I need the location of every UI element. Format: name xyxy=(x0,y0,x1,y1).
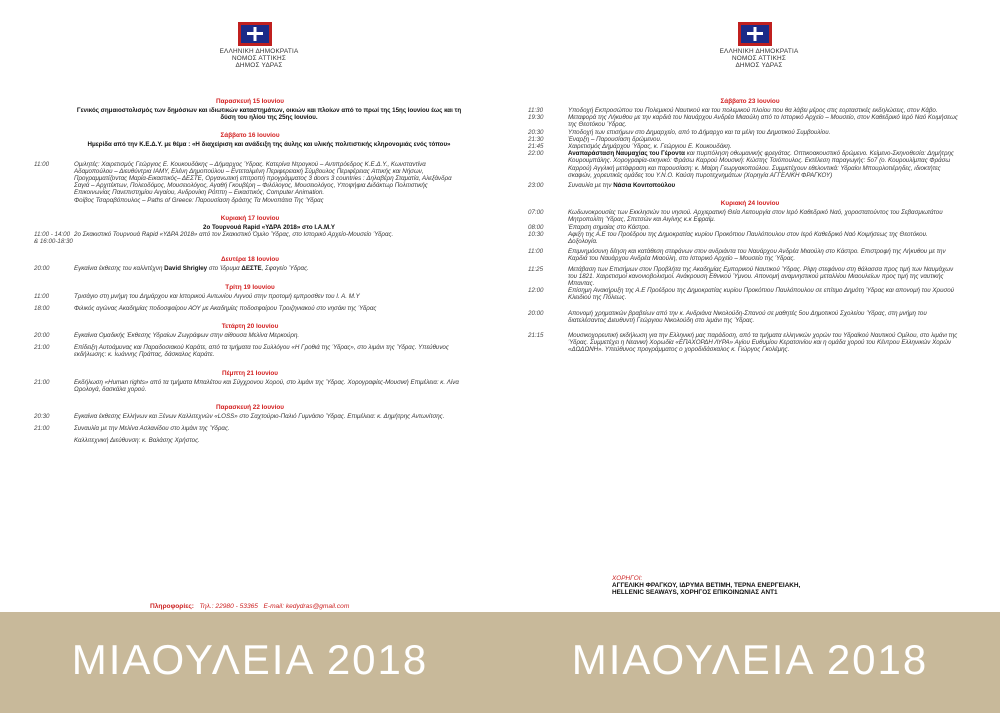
program-left xyxy=(0,97,500,445)
day-title: Παρασκευή 22 Ιουνίου xyxy=(215,404,285,412)
event-text: Αναπαράσταση Ναυμαχίας του Γέροντα και πυρπόληση οθωμανικής φρεγάτας. Οπτικοακουστικό δρώμενο. Κείμενο-Σκηνοθεσία: Δημήτρης Κουρουμπάλης. Χορογραφία-σκηνικό: Φράσω Καρρού Μουσική: Κώστης Τσιόπουλος. Εκτέλεση παραγωγής: 5o7 (ο. Κουρουλίμπας Φράσω Καρρού) Αγγλική μετάφραση και παρουσίαση: κ. Μαίρη Γεωργακοπούλου. Συμμετέχουν εθελοντικά: Υδραίοι Μπουρλοτιέρηδες, ιδιοκτήτες σκαφών, χορευτικές ομάδες του Υ.Ν.Ο. Καύση πυροτεχνημάτων (Χορηγία ΑΓΓΕΛΙΚΗ ΦΡΑΓΚΟΥ) xyxy=(568,150,954,179)
info-tel: Τηλ.: 22980 - 53365 xyxy=(199,603,258,610)
header-line-1: ΕΛΛΗΝΙΚΗ ΔΗΜΟΚΡΑΤΙΑ xyxy=(719,48,799,55)
event-time: 07:00 xyxy=(528,209,544,217)
program-right xyxy=(500,97,1000,354)
right-page xyxy=(500,0,1000,713)
greek-emblem-icon xyxy=(238,22,272,46)
event-time: 20:00 xyxy=(34,265,50,273)
day-title: Κυριακή 17 Ιουνίου xyxy=(220,214,280,222)
event-text: Κωδωνοκρουσίες των Εκκλησιών του νησιού. Αρχιερατική Θεία Λειτουργία στον Ιερό Καθεδρικό Ναό, χοροστατούντος του Σεβασμιωτάτου Μητροπολίτη Ύδρας, Σπετσών και Αιγίνης κ.κ Εφραίμ. xyxy=(568,209,943,224)
event-time: 21:00 xyxy=(34,378,50,386)
header-line-3: ΔΗΜΟΣ ΥΔΡΑΣ xyxy=(735,62,783,69)
event-text: Μεταφορά της Λήκυθου με την καρδιά του Ναυάρχου Ανδρέα Μιαούλη από το Ιστορικό Αρχείο – Μουσείο, στον Καθεδρικό Ιερό Ναό Κοιμήσεως της Θεοτόκου Ύδρας. xyxy=(568,114,958,129)
event-time: 10:30 xyxy=(528,230,544,238)
event-time: 21:45 xyxy=(528,143,544,151)
day-title: Παρασκευή 15 Ιουνίου xyxy=(215,98,285,105)
header xyxy=(199,48,319,69)
event-text: Συναυλία με την Μελίνα Ασλανίδου στο λιμάνι της Ύδρας. xyxy=(74,425,230,433)
event-time: 11:00 xyxy=(34,292,50,300)
header-line-1: ΕΛΛΗΝΙΚΗ ΔΗΜΟΚΡΑΤΙΑ xyxy=(219,48,299,55)
header-line-3: ΔΗΜΟΣ ΥΔΡΑΣ xyxy=(235,62,283,69)
event-text: Επίδειξη Αυτοάμυνας και Παραδοσιακού Καράτε, από τα τμήματα του Συλλόγου «Η Γροθιά της Ύδρας», στο λιμάνι της Ύδρας. Υπεύθυνος εκδήλωσης: κ. Ιωάννης Πράπας, δάσκαλος Καράτε. xyxy=(74,344,449,359)
event-text: Εγκαίνια Ομαδικής Έκθεσης Υδραίων Ζωγράφων στην αίθουσα Μελίνα Μερκούρη. xyxy=(74,332,300,340)
event-text: Μετάβαση των Επισήμων στον Προβλήτα της Ακαδημίας Εμπορικού Ναυτικού Ύδρας. Ρίψη στεφάνου στη θάλασσα προς τιμή των Ναυμάχων του 1821. Χαιρετισμοί κανονιοβολισμοί. Ανάκρουση Εθνικού Ύμνου. Απονομή αναμνηστικού μεταλλίου Μιαουλείων προς τιμή της ναυτικής Μπαντας. xyxy=(568,265,954,288)
sponsors xyxy=(612,575,800,597)
event-text: Απονομή χρηματικών βραβείων από την κ. Ανδριάνα Νικολούδη-Σπανού σε μαθητές 5ου Δημοτικού Σχολείου Ύδρας, στη μνήμη του διατελέσαντος Διευθυντή Γεώργιου Νικολούδη στο λιμάνι της Ύδρας. xyxy=(568,309,927,324)
info-label: Πληροφορίες: xyxy=(150,603,194,610)
event-time: 20:00 xyxy=(528,309,544,317)
event-text: Εγκαίνια έκθεσης του καλλιτέχνη David Shrigley στο Ίδρυμα ΔΕΣΤΕ, Σφαγείο Ύδρας. xyxy=(74,265,309,273)
event-time: 21:15 xyxy=(528,332,544,340)
event-time: 11:00 - 14:00 & 16:00-18:30 xyxy=(34,231,73,246)
day-title: Σάββατο 23 Ιουνίου xyxy=(720,98,780,105)
event-text: 2ο Τουρνουά Rapid «ΥΔΡΑ 2018» στο Ι.Α.Μ.Υ xyxy=(203,223,335,231)
event-text: Συναυλία με την Νάσια Κονιτοπούλου xyxy=(568,182,676,190)
event-text: Καλλιτεχνική Διεύθυνση: κ. Βαλάσης Χρήστος. xyxy=(74,437,200,445)
event-text: Υποδοχή Εκπροσώπου του Πολεμικού Ναυτικού και του πολεμικού πλοίου που θα λάβει μέρος στις εορταστικές εκδηλώσεις, στον Κάβο. xyxy=(568,107,938,114)
event-time: 20:00 xyxy=(34,332,50,340)
event-text: 2ο Σκακιστικό Τουρνουά Rapid «ΥΔΡΑ 2018» από τον Σκακιστικό Όμιλο Ύδρας, στο Ιστορικό Αρχείο-Μουσείο Ύδρας. xyxy=(74,231,394,239)
event-time: 11:25 xyxy=(528,265,544,273)
event-text: Επιμνημόσυνη δέηση και κατάθεση στεφάνων στον ανδριάντα του Ναυάρχου Ανδρέα Μιαούλη στο Κάστρο. Επιστροφή της Λήκυθου με την Καρδιά του Ναυάρχου Ανδρέα Μιαούλη, στο Ιστορικό Αρχείο – Μουσείο της Ύδρας. xyxy=(568,248,946,263)
event-text: Αφιξη της Α.Ε του Προέδρου της Δημοκρατίας κυρίου Προκόπιου Παυλόπουλου στον Ιερό Καθεδρικό Ναό Κοιμήσεως της Θεοτόκου. Δοξολογία. xyxy=(568,230,928,246)
header-line-2: ΝΟΜΟΣ ΑΤΤΙΚΗΣ xyxy=(731,55,787,62)
day-title: Τρίτη 19 Ιουνίου xyxy=(225,283,275,291)
event-time: 21:00 xyxy=(34,344,50,352)
day-title: Τετάρτη 20 Ιουνίου xyxy=(221,323,279,331)
header xyxy=(699,48,819,69)
event-text: Εγκαίνια έκθεσης Ελλήνων και Ξένων Καλλιτεχνών «LOSS» στο Σαχτούριο-Παλιό Γυμνάσιο Ύδρας. Επιμέλεια: κ. Δημήτρης Αντωνίτσης. xyxy=(74,413,445,421)
day-title: Κυριακή 24 Ιουνίου xyxy=(720,200,780,208)
event-text: Έπαρση σημαίας στο Κάστρο. xyxy=(568,223,651,231)
event-time: 12:00 xyxy=(528,287,544,295)
event-time: 18:00 xyxy=(34,304,50,312)
contact-info xyxy=(150,603,349,610)
event-text: Έναρξη – Παρουσίαση δρώμενου. xyxy=(568,135,662,143)
event-time: 11:00 xyxy=(34,160,50,168)
event-text: Ημερίδα από την Κ.Ε.Δ.Υ. με θέμα : «Η διαχείριση και ανάδειξη της άυλης και υλικής πολιτιστικής κληρονομιάς ενός τόπου» xyxy=(87,141,451,149)
event-text: Φιλικός αγώνας Ακαδημίας ποδοσφαίρου ΑΟΥ με Ακαδημίες ποδοσφαίρου Τροιζηνιακού στο νησάκι της Ύδρας xyxy=(74,304,377,312)
event-time: 22:00 xyxy=(528,150,544,158)
event-time: 21:30 xyxy=(528,135,544,143)
event-text: Ομιλητές: Χαιρετισμός Γεώργιος Ε. Κουκουδάκης – Δήμαρχος Ύδρας. Κατερίνα Ντρογκού – Αντιπρόεδρος Κ.Ε.Δ.Υ., Κωνσταντίνα Αδαμοπούλου – Διευθύντρια ΙΑΜΥ, Ελένη Δημοπούλου – Εντεταλμένη Περιφερειακή Σύμβουλος Περιφέρειας Αττικής και Νήσων, Προγραμματίζοντας Μαρία-Εικαστικός– ΔΕΣΤΕ, Οργανωτική επιτροπή προγράμματος 3 doors 3 countries : Δηλαβέρη Σταματία, Αλεξάνδρα Σαγιά – Αρχιτέκτων, Πολεοδόμος, Μουσειολόγος, Αγαθή Γκουβέρη – Φιλόλογος, Μουσειολόγος, Υποψήφια Διδάκτωρ Πολιτιστικής Επικοινωνίας Πανεπιστημίου Αιγαίου, Ανδρονίκη Ρόππη – Εικαστικός, Computer Animation. xyxy=(74,160,452,197)
event-time: 20:30 xyxy=(34,413,50,421)
info-email[interactable]: E-mail: kedydras@gmail.com xyxy=(263,603,350,610)
day-title: Σάββατο 16 Ιουνίου xyxy=(220,132,280,140)
event-text: Τρισάγιο στη μνήμη του Δημάρχου και Ιστορικού Αντωνίου Λιγνού στην προτομή εμπροσθεν του Ι. Α. Μ.Υ xyxy=(74,292,360,300)
festival-title-left: ΜΙΑΟΥΛΕΙΑ 2018 xyxy=(71,636,429,683)
sponsors-heading: ΧΟΡΗΓΟΙ: xyxy=(612,575,643,582)
sponsors-line-2: HELLENIC SEAWAYS, ΧΟΡΗΓΟΣ ΕΠΙΚΟΙΝΩΝΙΑΣ ANT1 xyxy=(612,589,778,597)
day-title: Πέμπτη 21 Ιουνίου xyxy=(221,369,279,377)
event-text: Μουσικοχορευτική εκδήλωση για την Ελληνική μας παράδοση, από τα τμήματα ελληνικών χορών του Υδραϊκού Ναυτικού Ομίλου, στο λιμάνι της Ύδρας. Συμμετέχει η Νεανική Χορωδία «ΕΠΑΧΟΡΔΗ ΛΥΡΑ» Αγίου Ευθυμίου Κερατσινίου και η ομάδα χορού του Κέντρου Ελληνικών Χορών «ΔΩΔΩΝΗ». Υπεύθυνος προγράμματος ο χοροδιδάσκαλος κ. Γιώργος Γκολέμης. xyxy=(568,332,958,354)
event-time: 21:00 xyxy=(34,425,50,433)
event-time: 11:30 xyxy=(528,107,544,114)
event-time: 19:30 xyxy=(528,114,544,122)
event-time: 11:00 xyxy=(528,248,544,256)
festival-title-right: ΜΙΑΟΥΛΕΙΑ 2018 xyxy=(571,636,929,683)
event-text: Χαιρετισμός Δημάρχου Ύδρας, κ. Γεώργιου Ε. Κουκουδάκη. xyxy=(568,143,732,151)
event-time: 20:30 xyxy=(528,128,544,136)
day-title: Δευτέρα 18 Ιουνίου xyxy=(221,256,279,264)
event-text: Φοίβος Τσαραβόπουλος – Paths of Greece: Παρουσίαση δράσης Τα Μονοπάτια Της Ύδρας xyxy=(74,196,324,204)
greek-emblem-icon xyxy=(738,22,772,46)
event-text: Επίσημη Ανακήρυξη της Α.Ε Προέδρου της Δημοκρατίας κυρίου Προκόπιου Παυλόπουλου σε επίτιμο Δημότη Ύδρας και απονομή του Χρυσού Κλειδιού της Πόλεως. xyxy=(568,287,955,302)
event-text: Υποδοχή των επισήμων στο Δημαρχείο, από το Δήμαρχο και τα μέλη του Δημοτικού Συμβουλίου. xyxy=(568,128,831,136)
event-time: 23:00 xyxy=(528,182,544,190)
event-text: Γενικός σημαιοστολισμός των δημόσιων και ιδιωτικών καταστημάτων, οικιών και πλοίων από το πρωί της 15ης Ιουνίου έως και τη δύση του ηλίου της 25ης Ιουνίου. xyxy=(76,107,462,122)
header-line-2: ΝΟΜΟΣ ΑΤΤΙΚΗΣ xyxy=(231,55,287,62)
event-time: 08:00 xyxy=(528,223,544,231)
event-text: Εκδήλωση «Human rights» από τα τμήματα Μπαλέτου και Σύγχρονου Χορού, στο λιμάνι της Ύδρας. Χορογραφίες-Μουσική Επιμέλεια: κ. Λίνα Ωρολογά, δασκάλα χορού. xyxy=(74,378,459,393)
sponsors-line-1: ΑΓΓΕΛΙΚΗ ΦΡΑΓΚΟΥ, ΙΔΡΥΜΑ ΒΕΤΙΜΗ, ΤΕΡΝΑ ΕΝΕΡΓΕΙΑΚΗ, xyxy=(612,582,801,590)
